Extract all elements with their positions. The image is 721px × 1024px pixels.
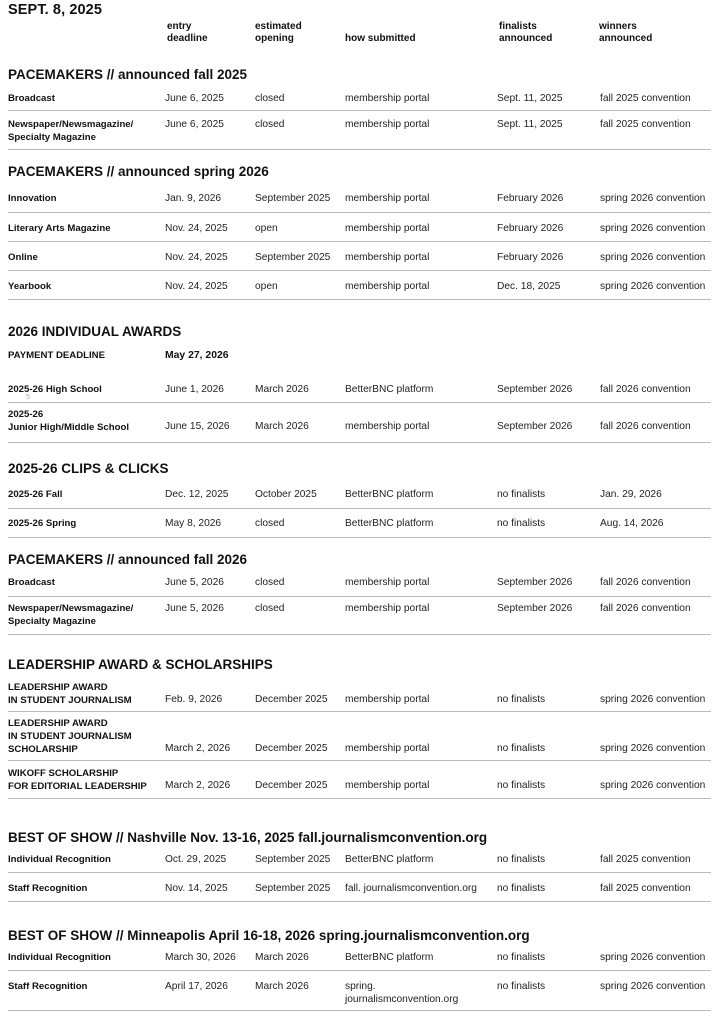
row-how: membership portal [345,223,430,234]
row-entry: Dec. 12, 2025 [165,489,229,500]
row-winners: spring 2026 convention [600,780,706,791]
row-entry: Nov. 14, 2025 [165,883,228,894]
row-entry: June 15, 2026 [165,421,230,432]
row-how: membership portal [345,603,430,614]
row-opening: December 2025 [255,743,328,754]
row-divider [8,402,711,403]
row-divider [8,537,711,538]
row-label: Broadcast [8,93,55,104]
row-how: BetterBNC platform [345,854,434,865]
row-how: membership portal [345,119,430,130]
row-winners: fall 2026 convention [600,421,691,432]
row-how: BetterBNC platform [345,952,434,963]
row-finalists: Sept. 11, 2025 [497,93,563,104]
row-divider [8,149,711,150]
row-finalists: no finalists [497,489,546,500]
row-opening: March 2026 [255,952,309,963]
row-opening: September 2025 [255,854,331,865]
section-title: LEADERSHIP AWARD & SCHOLARSHIPS [8,657,273,672]
row-label: LEADERSHIP AWARD IN STUDENT JOURNALISM [8,682,132,706]
section-title: PACEMAKERS // announced spring 2026 [8,164,269,179]
row-winners: spring 2026 convention [600,981,706,992]
row-finalists: no finalists [497,694,546,705]
row-how: BetterBNC platform [345,384,434,395]
row-how: membership portal [345,421,430,432]
row-winners: spring 2026 convention [600,193,706,204]
row-how: BetterBNC platform [345,489,434,500]
row-winners: fall 2025 convention [600,854,691,865]
row-entry: Jan. 9, 2026 [165,193,222,204]
row-divider [8,1010,711,1011]
row-finalists: September 2026 [497,384,573,395]
section-title: BEST OF SHOW // Minneapolis April 16-18, 2026 spring.journalismconvention.org [8,928,530,943]
row-divider [8,442,711,443]
row-divider [8,711,711,712]
row-entry: June 6, 2025 [165,93,224,104]
row-how: spring. journalismconvention.org [345,981,459,1005]
row-label: Broadcast [8,577,55,588]
row-entry: June 5, 2026 [165,577,224,588]
row-label: Yearbook [8,281,52,292]
row-label: LEADERSHIP AWARD IN STUDENT JOURNALISM SCHOLARSHIP [8,718,132,755]
row-winners: spring 2026 convention [600,281,706,292]
row-entry: June 5, 2026 [165,603,224,614]
row-opening: closed [255,577,285,588]
row-opening: open [255,281,278,292]
section-title: BEST OF SHOW // Nashville Nov. 13-16, 2025 fall.journalismconvention.org [8,830,488,845]
row-entry: June 1, 2026 [165,384,224,395]
row-divider [8,299,711,300]
row-opening: December 2025 [255,694,328,705]
row-finalists: Sept. 11, 2025 [497,119,563,130]
row-how: fall. journalismconvention.org [345,883,477,894]
row-winners: fall 2026 convention [600,603,691,614]
row-label: 2025-26 High School [8,384,102,395]
row-how: membership portal [345,694,430,705]
row-entry: June 6, 2025 [165,119,224,130]
row-finalists: no finalists [497,743,546,754]
row-opening: closed [255,93,285,104]
column-header-winners-announced: winners announced [599,21,653,44]
row-divider [8,596,711,597]
row-label: 2025-26 Spring [8,518,77,529]
section-title: 2025-26 CLIPS & CLICKS [8,461,169,476]
row-opening: December 2025 [255,780,328,791]
row-winners: fall 2025 convention [600,93,691,104]
row-entry: Nov. 24, 2025 [165,281,228,292]
row-how: BetterBNC platform [345,518,434,529]
row-opening: October 2025 [255,489,317,500]
row-divider [8,634,711,635]
row-opening: closed [255,603,285,614]
row-label: Newspaper/Newsmagazine/ Specialty Magazine [8,119,134,143]
row-label: Individual Recognition [8,854,111,865]
row-finalists: no finalists [497,952,546,963]
row-how: membership portal [345,281,430,292]
row-how: membership portal [345,780,430,791]
payment-deadline-label: PAYMENT DEADLINE [8,350,106,361]
section-title: PACEMAKERS // announced fall 2026 [8,552,248,567]
row-winners: fall 2025 convention [600,119,691,130]
column-header-estimated-opening: estimated opening [255,21,302,44]
row-entry: Oct. 29, 2025 [165,854,227,865]
row-finalists: February 2026 [497,193,564,204]
row-opening: September 2025 [255,883,331,894]
row-entry: March 2, 2026 [165,780,231,791]
row-finalists: no finalists [497,518,546,529]
row-finalists: February 2026 [497,223,564,234]
row-finalists: no finalists [497,981,546,992]
section-title: 2026 INDIVIDUAL AWARDS [8,324,182,339]
column-header-how-submitted: how submitted [345,33,416,44]
row-entry: April 17, 2026 [165,981,228,992]
row-entry: March 30, 2026 [165,952,236,963]
row-divider [8,212,711,213]
row-finalists: September 2026 [497,421,573,432]
row-winners: fall 2025 convention [600,883,691,894]
row-winners: Jan. 29, 2026 [600,489,662,500]
row-divider [8,760,711,761]
row-divider [8,872,711,873]
payment-deadline-value: May 27, 2026 [165,350,229,361]
row-opening: closed [255,518,285,529]
row-how: membership portal [345,252,430,263]
row-divider [8,270,711,271]
row-label: Individual Recognition [8,952,111,963]
row-label: Literary Arts Magazine [8,223,111,234]
row-label: 2025-26 Junior High/Middle School [8,409,129,433]
row-winners: spring 2026 convention [600,694,706,705]
row-how: membership portal [345,93,430,104]
row-winners: fall 2026 convention [600,577,691,588]
row-entry: May 8, 2026 [165,518,222,529]
row-opening: March 2026 [255,981,309,992]
row-finalists: no finalists [497,883,546,894]
row-finalists: no finalists [497,780,546,791]
row-opening: closed [255,119,285,130]
column-header-finalists-announced: finalists announced [499,21,553,44]
row-entry: Nov. 24, 2025 [165,252,228,263]
row-winners: Aug. 14, 2026 [600,518,664,529]
row-opening: March 2026 [255,384,309,395]
row-opening: open [255,223,278,234]
row-label: Online [8,252,38,263]
row-label: Innovation [8,193,57,204]
row-divider [8,901,711,902]
row-opening: March 2026 [255,421,309,432]
row-entry: Nov. 24, 2025 [165,223,228,234]
row-entry: Feb. 9, 2026 [165,694,223,705]
row-how: membership portal [345,193,430,204]
row-opening: September 2025 [255,252,331,263]
row-finalists: Dec. 18, 2025 [497,281,561,292]
row-winners: spring 2026 convention [600,252,706,263]
row-how: membership portal [345,743,430,754]
row-divider [8,508,711,509]
row-finalists: September 2026 [497,603,573,614]
row-finalists: September 2026 [497,577,573,588]
row-label: WIKOFF SCHOLARSHIP FOR EDITORIAL LEADERSHIP [8,768,147,792]
row-entry: March 2, 2026 [165,743,231,754]
row-winners: spring 2026 convention [600,223,706,234]
row-label: Newspaper/Newsmagazine/ Specialty Magazine [8,603,134,627]
row-winners: spring 2026 convention [600,952,706,963]
row-finalists: no finalists [497,854,546,865]
row-winners: fall 2026 convention [600,384,691,395]
row-opening: September 2025 [255,193,331,204]
column-header-entry-deadline: entry deadline [167,21,208,44]
row-winners: spring 2026 convention [600,743,706,754]
row-label: Staff Recognition [8,981,88,992]
row-finalists: February 2026 [497,252,564,263]
document-date: SEPT. 8, 2025 [8,2,102,18]
stray-mark: 5 [26,394,30,401]
row-divider [8,970,711,971]
row-divider [8,110,711,111]
section-title: PACEMAKERS // announced fall 2025 [8,67,248,82]
row-how: membership portal [345,577,430,588]
row-divider [8,241,711,242]
row-divider [8,798,711,799]
row-label: Staff Recognition [8,883,88,894]
row-label: 2025-26 Fall [8,489,63,500]
